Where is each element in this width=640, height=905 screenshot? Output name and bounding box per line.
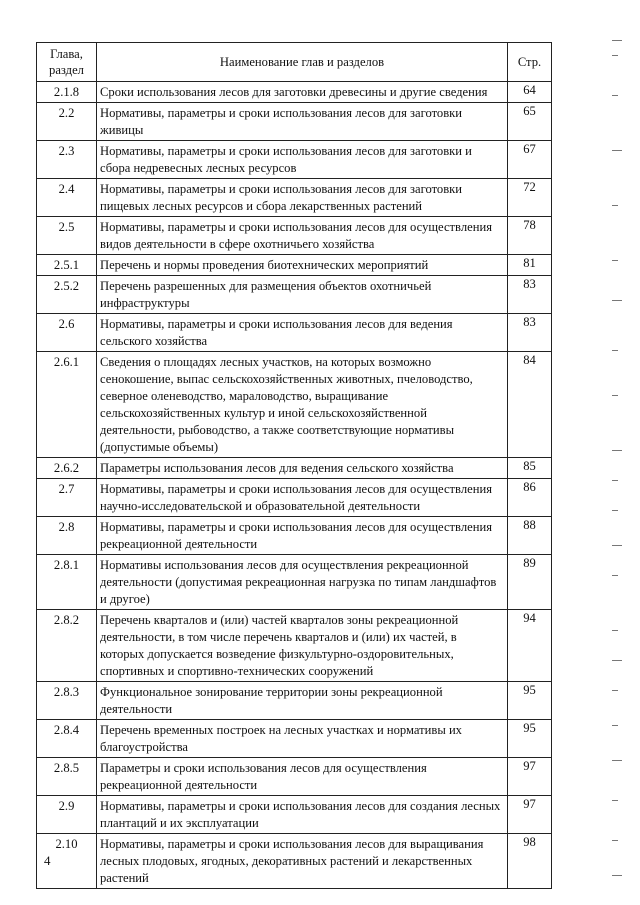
table-row — [37, 255, 552, 276]
page-ref: 83 — [508, 276, 552, 314]
page-ref: 97 — [508, 796, 552, 834]
table-row — [37, 758, 552, 796]
table-row — [37, 720, 552, 758]
section-number: 2.5 — [37, 217, 97, 255]
table-row — [37, 103, 552, 141]
section-title: Нормативы, параметры и сроки использования лесов для заготовки живицы — [97, 103, 508, 141]
page-ref: 65 — [508, 103, 552, 141]
page-ref: 78 — [508, 217, 552, 255]
page-ref: 64 — [508, 82, 552, 103]
header-page: Стр. — [508, 43, 552, 82]
section-number: 2.10 — [37, 834, 97, 889]
table-row — [37, 517, 552, 555]
table-row — [37, 610, 552, 682]
margin-mark — [612, 840, 618, 841]
section-title: Нормативы, параметры и сроки использования лесов для заготовки пищевых лесных ресурсов и сбора лекарственных растений — [97, 179, 508, 217]
page-ref: 86 — [508, 479, 552, 517]
page-ref: 84 — [508, 352, 552, 458]
page-ref: 83 — [508, 314, 552, 352]
section-title: Перечень и нормы проведения биотехнических мероприятий — [97, 255, 508, 276]
scan-margin-marks — [612, 0, 632, 905]
margin-mark — [612, 575, 618, 576]
margin-mark — [612, 150, 622, 151]
section-title: Перечень временных построек на лесных участках и нормативы их благоустройства — [97, 720, 508, 758]
table-row — [37, 458, 552, 479]
margin-mark — [612, 300, 622, 301]
page-ref: 85 — [508, 458, 552, 479]
table-row — [37, 352, 552, 458]
section-title: Сведения о площадях лесных участков, на которых возможно сенокошение, выпас сельскохозяйственных животных, пчеловодство, северное оленеводство, мараловодство, выращивание сельскохозяйственных культур и иной сельскохозяйственной деятельности, рыбоводство, а также соответствующие нормативы (допустимые объемы) — [97, 352, 508, 458]
section-number: 2.6 — [37, 314, 97, 352]
section-number: 2.5.1 — [37, 255, 97, 276]
section-title: Параметры и сроки использования лесов для осуществления рекреационной деятельности — [97, 758, 508, 796]
section-title: Нормативы, параметры и сроки использования лесов для выращивания лесных плодовых, ягодных, декоративных растений и лекарственных растений — [97, 834, 508, 889]
toc-body — [37, 82, 552, 889]
section-title: Функциональное зонирование территории зоны рекреационной деятельности — [97, 682, 508, 720]
page-ref: 94 — [508, 610, 552, 682]
table-row — [37, 276, 552, 314]
margin-mark — [612, 95, 618, 96]
section-number: 2.8.4 — [37, 720, 97, 758]
header-chapter: Глава, раздел — [37, 43, 97, 82]
section-number: 2.2 — [37, 103, 97, 141]
section-number: 2.8.3 — [37, 682, 97, 720]
section-title: Нормативы, параметры и сроки использования лесов для создания лесных плантаций и их эксплуатации — [97, 796, 508, 834]
table-row — [37, 217, 552, 255]
table-row — [37, 82, 552, 103]
section-number: 2.8.5 — [37, 758, 97, 796]
margin-mark — [612, 350, 618, 351]
toc-header-row — [37, 43, 552, 82]
section-title: Нормативы, параметры и сроки использования лесов для ведения сельского хозяйства — [97, 314, 508, 352]
section-number: 2.8 — [37, 517, 97, 555]
page-ref: 72 — [508, 179, 552, 217]
section-number: 2.7 — [37, 479, 97, 517]
margin-mark — [612, 40, 622, 41]
margin-mark — [612, 690, 618, 691]
section-number: 2.4 — [37, 179, 97, 217]
section-title: Нормативы, параметры и сроки использования лесов для осуществления видов деятельности в сфере охотничьего хозяйства — [97, 217, 508, 255]
section-number: 2.8.1 — [37, 555, 97, 610]
margin-mark — [612, 630, 618, 631]
margin-mark — [612, 395, 618, 396]
page-ref: 81 — [508, 255, 552, 276]
margin-mark — [612, 875, 622, 876]
section-title: Сроки использования лесов для заготовки древесины и другие сведения — [97, 82, 508, 103]
margin-mark — [612, 260, 618, 261]
page-number: 4 — [44, 853, 51, 868]
page-ref: 98 — [508, 834, 552, 889]
margin-mark — [612, 760, 622, 761]
margin-mark — [612, 510, 618, 511]
section-title: Параметры использования лесов для ведения сельского хозяйства — [97, 458, 508, 479]
section-number: 2.8.2 — [37, 610, 97, 682]
margin-mark — [612, 545, 622, 546]
table-row — [37, 796, 552, 834]
header-title: Наименование глав и разделов — [97, 43, 508, 82]
section-number: 2.9 — [37, 796, 97, 834]
page-ref: 95 — [508, 682, 552, 720]
section-title: Нормативы, параметры и сроки использования лесов для осуществления научно-исследовательской и образовательной деятельности — [97, 479, 508, 517]
margin-mark — [612, 450, 622, 451]
margin-mark — [612, 55, 618, 56]
section-title: Перечень разрешенных для размещения объектов охотничьей инфраструктуры — [97, 276, 508, 314]
page-ref: 95 — [508, 720, 552, 758]
section-title: Нормативы, параметры и сроки использования лесов для заготовки и сбора недревесных лесных ресурсов — [97, 141, 508, 179]
toc-table — [36, 42, 552, 889]
page-ref: 88 — [508, 517, 552, 555]
margin-mark — [612, 725, 618, 726]
section-title: Перечень кварталов и (или) частей кварталов зоны рекреационной деятельности, в том числе перечень кварталов и (или) их частей, в которых допускается возведение физкультурно-оздоровительных, спортивных и спортивно-технических сооружений — [97, 610, 508, 682]
margin-mark — [612, 660, 622, 661]
table-row — [37, 141, 552, 179]
section-title: Нормативы, параметры и сроки использования лесов для осуществления рекреационной деятельности — [97, 517, 508, 555]
page-ref: 89 — [508, 555, 552, 610]
table-row — [37, 179, 552, 217]
section-number: 2.3 — [37, 141, 97, 179]
table-row — [37, 682, 552, 720]
section-number: 2.6.1 — [37, 352, 97, 458]
section-title: Нормативы использования лесов для осуществления рекреационной деятельности (допустимая рекреационная нагрузка по типам ландшафтов и другое) — [97, 555, 508, 610]
table-row — [37, 834, 552, 889]
margin-mark — [612, 480, 618, 481]
section-number: 2.1.8 — [37, 82, 97, 103]
margin-mark — [612, 205, 618, 206]
table-row — [37, 555, 552, 610]
section-number: 2.5.2 — [37, 276, 97, 314]
page-ref: 97 — [508, 758, 552, 796]
section-number: 2.6.2 — [37, 458, 97, 479]
table-row — [37, 479, 552, 517]
margin-mark — [612, 800, 618, 801]
page-ref: 67 — [508, 141, 552, 179]
table-row — [37, 314, 552, 352]
